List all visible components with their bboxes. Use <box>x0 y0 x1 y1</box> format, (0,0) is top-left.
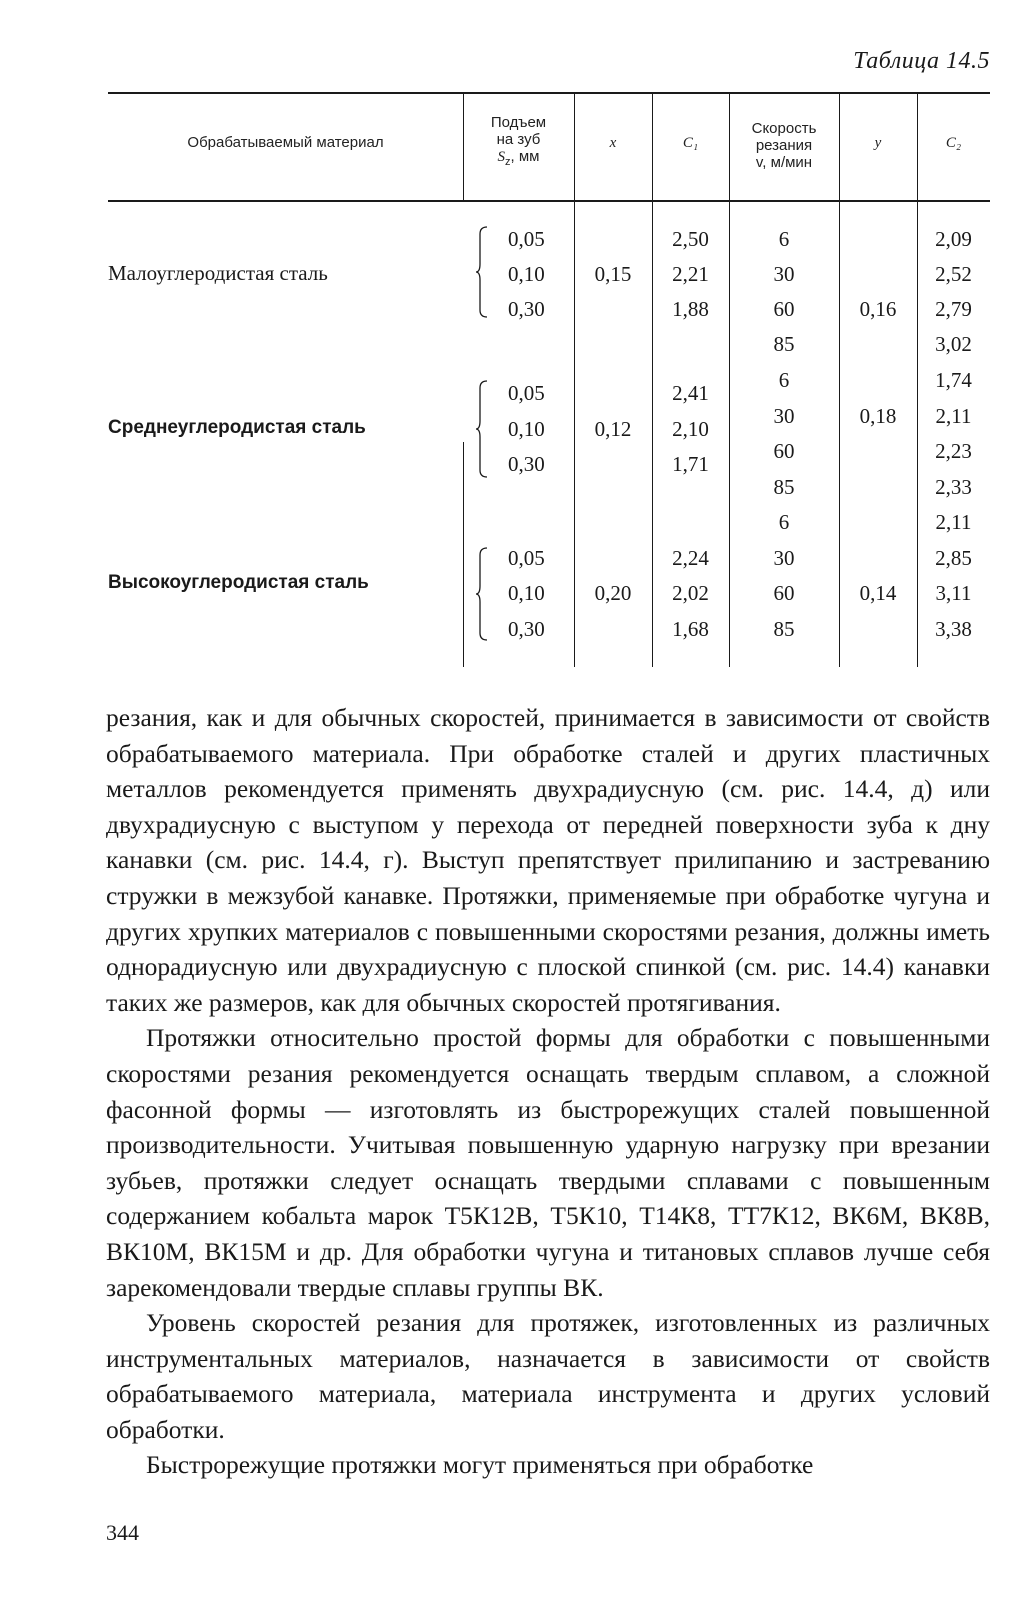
feed-value: 0,05 <box>508 227 545 251</box>
c1-value: 1,71 <box>672 452 709 476</box>
c1-value: 2,02 <box>672 581 709 605</box>
header-c2 <box>917 134 990 152</box>
feed-value: 0,10 <box>508 262 545 286</box>
header-feed-line3 <box>463 148 574 171</box>
material-high-carbon: Высокоуглеродистая сталь <box>108 572 369 593</box>
c1-value: 2,10 <box>672 417 709 441</box>
header-feed-line2: на зуб <box>496 131 541 148</box>
paragraph: резания, как и для обычных скоростей, принимается в зависимости от свойств обрабатываемого материала. При обработке сталей и других пластичных металлов рекомендуется применять двухрадиусную (см. рис. 14.4, д) или двухрадиусную с выступом у перехода от передней поверхности зуба к дну канавки (см. рис. 14.4, г). Выступ препятствует прилипанию и застреванию стружки в межзубой канавке. Протяжки, применяемые при обработке чугуна и других хрупких материалов с повышенными скоростями резания, должны иметь однорадиусную или двухрадиусную с плоской спинкой (см. рис. 14.4) канавки таких же размеров, как для обычных скоростей протягивания. <box>106 703 990 1017</box>
c1-value: 2,41 <box>672 381 709 405</box>
speed-value: 30 <box>773 404 795 428</box>
table-top-rule <box>108 92 990 94</box>
paragraph: Протяжки относительно простой формы для обработки с повышенными скоростями резания рекомендуется оснащать твердым сплавом, а сложной фасонной формы — изготовлять из быстрорежущих сталей повышенной производительности. Учитывая повышенную ударную нагрузку при врезании зубьев, протяжки следует оснащать твердыми сплавами с повышенным содержанием кобальта марок Т5К12В, Т5К10, Т14К8, ТТ7К12, ВК6М, ВК8В, ВК10М, ВК15М и др. Для обработки чугуна и титановых сплавов лучше себя зарекомендовали твердые сплавы группы ВК. <box>106 1023 990 1302</box>
header-feed-symbol: S <box>497 149 506 165</box>
material-medium-carbon: Среднеуглеродистая сталь <box>108 417 366 438</box>
header-speed-line3: v, м/мин <box>755 154 813 171</box>
paragraph: Уровень скоростей резания для протяжек, изготовленных из различных инструментальных материалов, назначается в зависимости от свойств обрабатываемого материала, материала инструмента и других условий обработки. <box>106 1308 990 1444</box>
c2-value: 1,74 <box>935 368 972 392</box>
speed-value: 6 <box>778 368 790 392</box>
header-x <box>574 134 652 152</box>
header-feed-line1: Подъем <box>490 114 547 131</box>
header-material: Обрабатываемый материал <box>187 134 384 151</box>
x-value: 0,15 <box>594 262 632 286</box>
speed-value: 85 <box>773 332 795 356</box>
c2-value: 2,11 <box>935 510 972 534</box>
c1-value: 2,21 <box>672 262 709 286</box>
brace-icon <box>476 547 488 641</box>
col-sep-3 <box>652 92 653 667</box>
speed-value: 85 <box>773 617 795 641</box>
header-speed-line1: Скорость <box>751 120 817 137</box>
feed-value: 0,05 <box>508 381 545 405</box>
c2-value: 2,85 <box>935 546 972 570</box>
x-value: 0,20 <box>594 581 632 605</box>
header-c1-label: C₁ <box>682 135 699 151</box>
speed-value: 30 <box>773 546 795 570</box>
c2-value: 2,52 <box>935 262 972 286</box>
col-sep-1-lower <box>463 442 464 667</box>
header-feed-subscript: z <box>505 156 511 168</box>
speed-value: 60 <box>773 581 795 605</box>
col-sep-5 <box>839 92 840 667</box>
feed-value: 0,10 <box>508 581 545 605</box>
header-y <box>839 134 917 152</box>
feed-value: 0,05 <box>508 546 545 570</box>
c2-value: 2,33 <box>935 475 972 499</box>
c2-value: 3,38 <box>935 617 972 641</box>
feed-value: 0,30 <box>508 617 545 641</box>
c2-value: 2,79 <box>935 297 972 321</box>
page-number: 344 <box>106 1520 139 1545</box>
brace-icon <box>476 226 488 318</box>
paragraph: Быстрорежущие протяжки могут применяться при обработке <box>146 1450 814 1480</box>
c1-value: 1,68 <box>672 617 709 641</box>
header-x-label: x <box>609 135 617 151</box>
y-value: 0,16 <box>859 297 897 321</box>
header-speed-line2: резания <box>755 137 813 154</box>
speed-value: 60 <box>773 439 795 463</box>
x-value: 0,12 <box>594 417 632 441</box>
c1-value: 2,24 <box>672 546 709 570</box>
c2-value: 3,02 <box>935 332 972 356</box>
material-low-carbon: Малоуглеродистая сталь <box>108 261 328 285</box>
cutting-parameters-table <box>108 92 990 667</box>
header-c2-label: C₂ <box>945 135 962 151</box>
header-speed <box>729 120 839 171</box>
speed-value: 60 <box>773 297 795 321</box>
y-value: 0,14 <box>859 581 897 605</box>
c1-value: 2,50 <box>672 227 709 251</box>
feed-value: 0,30 <box>508 452 545 476</box>
c2-value: 3,11 <box>935 581 972 605</box>
col-sep-2 <box>574 92 575 667</box>
body-text <box>106 700 990 1483</box>
c2-value: 2,09 <box>935 227 972 251</box>
table-caption: Таблица 14.5 <box>853 48 990 74</box>
speed-value: 6 <box>778 510 790 534</box>
y-value: 0,18 <box>859 404 897 428</box>
c2-value: 2,23 <box>935 439 972 463</box>
header-bottom-rule <box>108 200 990 202</box>
feed-value: 0,30 <box>508 297 545 321</box>
header-y-label: y <box>874 135 882 151</box>
feed-value: 0,10 <box>508 417 545 441</box>
speed-value: 30 <box>773 262 795 286</box>
c2-value: 2,11 <box>935 404 972 428</box>
c1-value: 1,88 <box>672 297 709 321</box>
speed-value: 85 <box>773 475 795 499</box>
speed-value: 6 <box>778 227 790 251</box>
header-c1 <box>652 134 729 152</box>
header-feed <box>463 114 574 171</box>
header-feed-unit: , мм <box>510 148 540 165</box>
brace-icon <box>476 380 488 478</box>
